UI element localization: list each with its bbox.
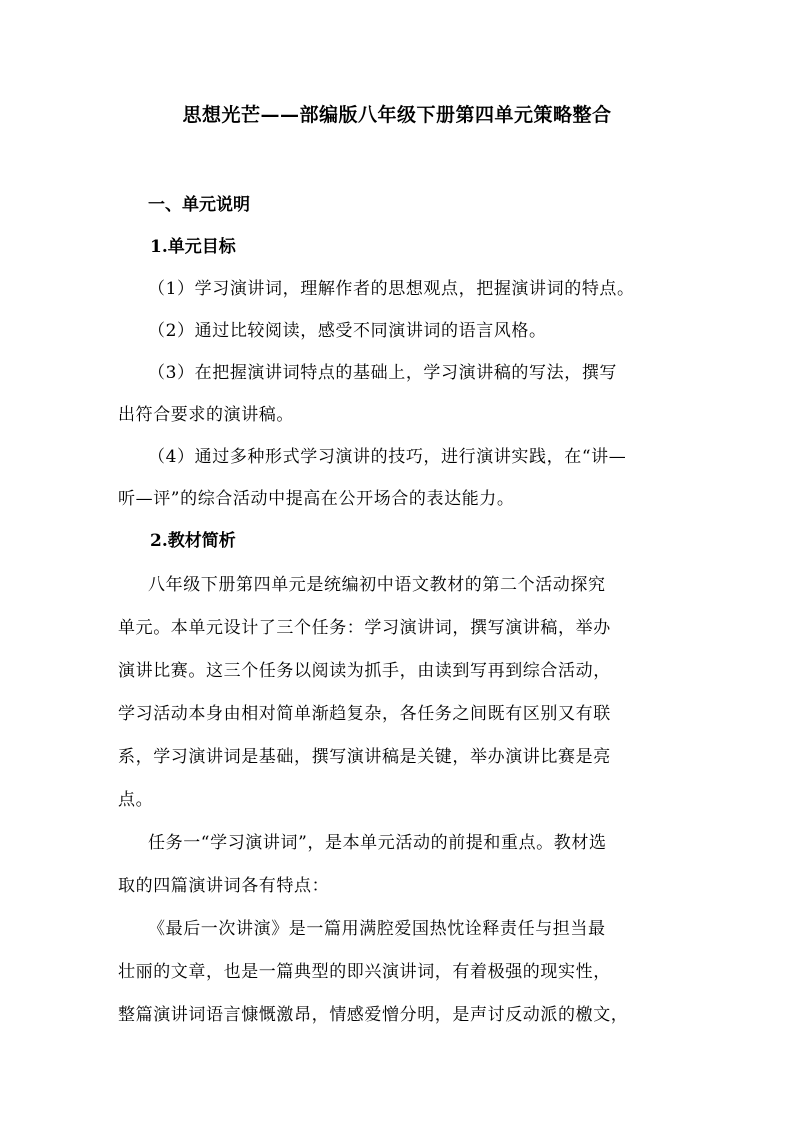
paragraph-line: 整篇演讲词语言慷慨激昂，情感爱憎分明，是声讨反动派的檄文， — [118, 1005, 629, 1025]
goal-line: （2）通过比较阅读，感受不同演讲词的语言风格。 — [148, 321, 547, 341]
paragraph-line: 壮丽的文章，也是一篇典型的即兴演讲词，有着极强的现实性， — [118, 962, 611, 982]
goal-line: （4）通过多种形式学习演讲的技巧，进行演讲实践，在“讲— — [148, 447, 627, 467]
paragraph-line: 演讲比赛。这三个任务以阅读为抓手，由读到写再到综合活动， — [118, 661, 611, 681]
goal-line: 出符合要求的演讲稿。 — [118, 405, 294, 425]
paragraph-line: 单元。本单元设计了三个任务：学习演讲词，撰写演讲稿，举办 — [118, 618, 611, 638]
section-heading-unit-description: 一、单元说明 — [148, 195, 250, 215]
paragraph-line: 取的四篇演讲词各有特点： — [118, 876, 330, 896]
paragraph-line: 八年级下册第四单元是统编初中语文教材的第二个活动探究 — [148, 575, 606, 595]
paragraph-line: 《最后一次讲演》是一篇用满腔爱国热忱诠释责任与担当最 — [148, 919, 606, 939]
paragraph-line: 任务一“学习演讲词”，是本单元活动的前提和重点。教材选 — [148, 833, 607, 853]
goal-line: （3）在把握演讲词特点的基础上，学习演讲稿的写法，撰写 — [148, 363, 618, 383]
document-title: 思想光芒——部编版八年级下册第四单元策略整合 — [182, 104, 612, 126]
paragraph-line: 点。 — [118, 790, 154, 810]
goal-line: （1）学习演讲词，理解作者的思想观点，把握演讲词的特点。 — [148, 279, 635, 299]
subheading-unit-goals: 1.单元目标 — [150, 237, 236, 257]
goal-line: 听—评”的综合活动中提高在公开场合的表达能力。 — [118, 489, 515, 509]
subheading-textbook-analysis: 2.教材简析 — [150, 531, 236, 551]
paragraph-line: 系，学习演讲词是基础，撰写演讲稿是关键，举办演讲比赛是亮 — [118, 747, 611, 767]
paragraph-line: 学习活动本身由相对简单渐趋复杂，各任务之间既有区别又有联 — [118, 704, 611, 724]
